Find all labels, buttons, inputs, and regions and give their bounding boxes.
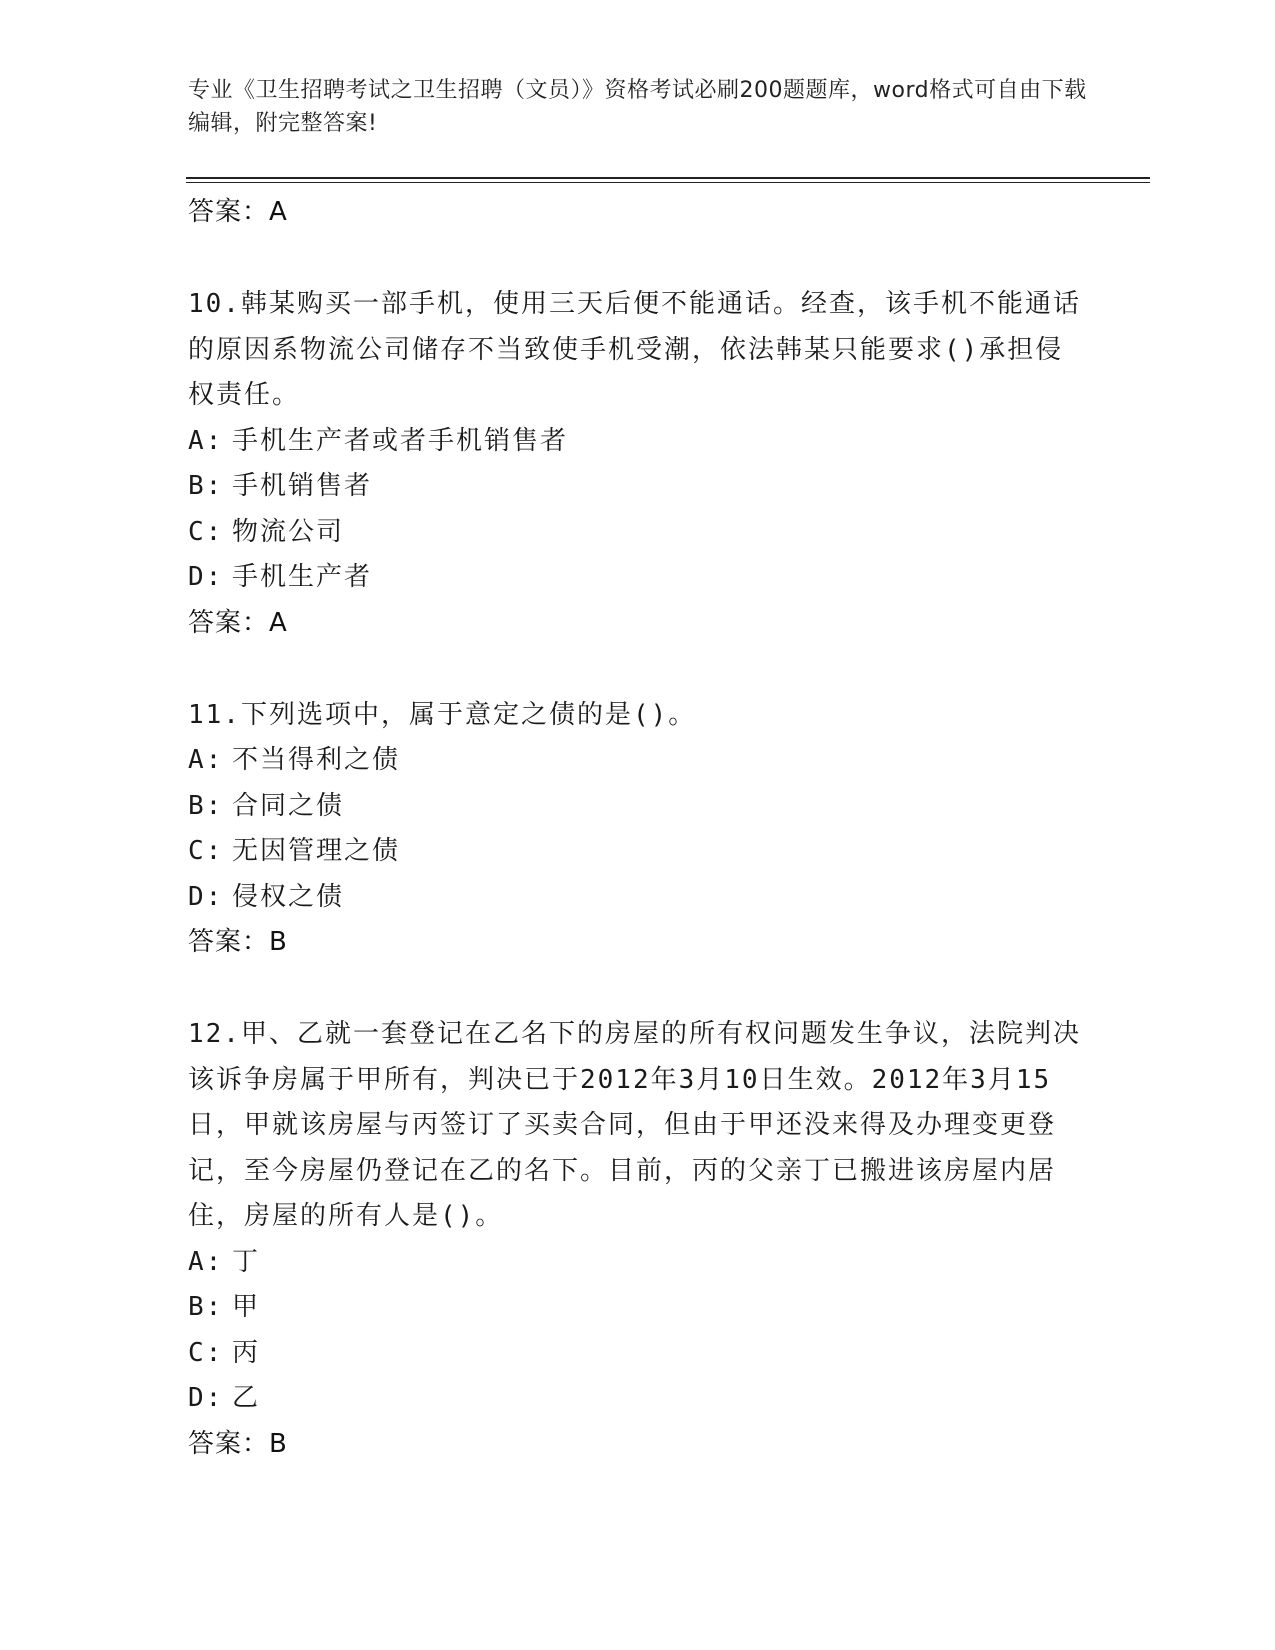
option-key: C: [188,1337,224,1368]
header-divider-thick [186,177,1150,179]
option-key: B: [188,790,224,821]
option-c [188,510,1088,556]
option-key: C: [188,836,224,866]
option-b [188,1285,1088,1331]
question-list [188,188,1088,1466]
option-d [188,875,1088,921]
option-text: 手机生产者或者手机销售者 [232,425,569,456]
option-text: 无因管理之债 [232,836,401,866]
previous-answer: 答案：A [188,197,288,227]
option-a [188,1240,1088,1286]
option-c [188,829,1088,875]
question-stem: 11.下列选项中，属于意定之债的是()。 [188,699,697,730]
option-text: 乙 [232,1383,261,1413]
option-text: 不当得利之债 [232,745,401,775]
answer-line: 答案：B [188,927,288,957]
question-stem: 12.甲、乙就一套登记在乙名下的房屋的所有权问题发生争议，法院判决该诉争房属于甲所有，判决已于2012年3月10日生效。2012年3月15日，甲就该房屋与丙签订了买卖合同，但由于甲还没来得及办理变更登记，至今房屋仍登记在乙的名下。目前，丙的父亲丁已搬进该房屋内居住，房屋的所有人是()。 [188,1019,1081,1231]
option-text: 手机生产者 [232,562,373,592]
header-title: 专业《卫生招聘考试之卫生招聘（文员）》资格考试必刷200题题库，word格式可自由下载编辑，附完整答案! [188,78,1087,136]
option-key: C: [188,516,224,547]
option-text: 丙 [232,1337,261,1368]
option-a [188,419,1088,465]
option-key: A: [188,745,224,775]
option-a [188,738,1088,784]
option-text: 丁 [232,1246,261,1277]
option-text: 手机销售者 [232,471,373,501]
option-key: B: [188,1292,224,1322]
answer-line: 答案：A [188,607,288,638]
header-divider-thin [186,182,1150,183]
question-stem: 10.韩某购买一部手机，使用三天后便不能通话。经查，该手机不能通话的原因系物流公司储存不当致使手机受潮，依法韩某只能要求()承担侵权责任。 [188,289,1081,410]
option-c [188,1331,1088,1377]
option-b [188,464,1088,510]
answer-line: 答案：B [188,1428,288,1459]
question-10 [188,282,1088,645]
question-12 [188,1012,1088,1466]
question-11 [188,693,1088,965]
option-text: 甲 [232,1292,261,1322]
option-text: 合同之债 [232,790,345,821]
option-key: D: [188,881,224,912]
option-d [188,1376,1088,1422]
option-b [188,784,1088,830]
option-text: 侵权之债 [232,881,345,912]
option-key: D: [188,1383,224,1413]
option-d [188,555,1088,601]
option-key: D: [188,562,224,592]
option-text: 物流公司 [232,516,345,547]
option-key: A: [188,425,224,456]
option-key: A: [188,1246,224,1277]
option-key: B: [188,471,224,501]
document-header [188,74,1088,140]
